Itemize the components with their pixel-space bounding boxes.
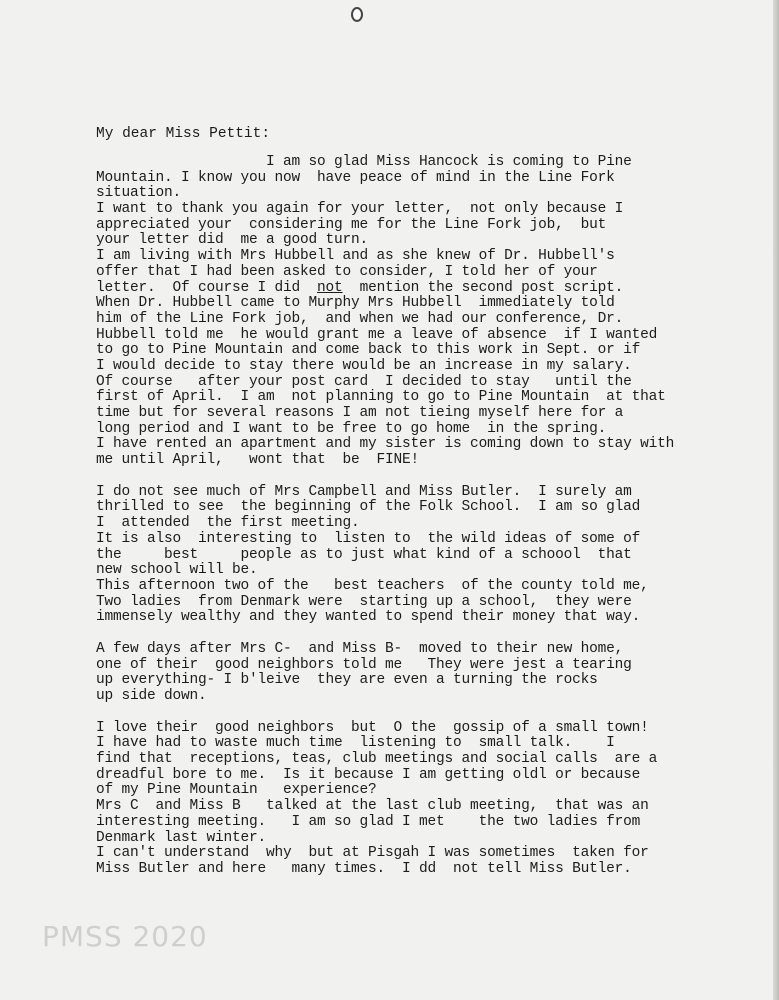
letter-line: your letter did me a good turn. (96, 232, 369, 249)
letter-line: appreciated your considering me for the Line Fork job, but (96, 216, 607, 233)
letter-line: I want to thank you again for your letter, not only because I (96, 201, 624, 218)
letter-line: Mrs C and Miss B talked at the last club meeting, that was an (96, 798, 649, 815)
letter-line: A few days after Mrs C- and Miss B- moved to their new home, (96, 640, 624, 657)
letter-line: dreadful bore to me. Is it because I am getting oldl or because (96, 766, 641, 783)
letter-line: I have rented an apartment and my sister is coming down to stay with (96, 436, 675, 453)
letter-line: up everything- I b'leive they are even a turning the rocks (96, 672, 598, 689)
watermark: PMSS 2020 (42, 920, 208, 953)
letter-line: time but for several reasons I am not tieing myself here for a (96, 405, 624, 421)
letter-line: I love their good neighbors but O the gossip of a small town! (96, 719, 649, 736)
letter-line: This afternoon two of the best teachers of the county told me, (96, 577, 649, 594)
letter-line: Of course after your post card I decided to stay until the (96, 373, 632, 390)
letter-line: I attended the first meeting. (96, 515, 360, 532)
salutation: My dear Miss Pettit: (96, 126, 271, 142)
letter-line: I have had to waste much time listening to small talk. I (96, 735, 615, 752)
blank-line (96, 469, 674, 485)
letter-line: to go to Pine Mountain and come back to this work in Sept. or if (96, 342, 641, 359)
underlined-word: not (317, 279, 343, 296)
letter-line: Two ladies from Denmark were starting up a school, they were (96, 593, 632, 610)
letter-line: Mountain. I know you now have peace of mind in the Line Fork (96, 169, 615, 186)
letter-line: Denmark last winter. (96, 829, 267, 846)
letter-line: letter. Of course I did not mention the second post script. (96, 279, 624, 296)
letter-line: Hubbell told me he would grant me a leave of absence if I wanted (96, 326, 658, 343)
letter-line: him of the Line Fork job, and when we had our conference, Dr. (96, 310, 624, 327)
letter-line: I am living with Mrs Hubbell and as she knew of Dr. Hubbell's (96, 248, 615, 265)
blank-line (96, 705, 674, 721)
letter-line: I do not see much of Mrs Campbell and Miss Butler. I surely am (96, 483, 632, 500)
letter-line: one of their good neighbors told me They were jest a tearing (96, 656, 632, 673)
letter-line: long period and I want to be free to go home in the spring. (96, 420, 607, 437)
letter-line: I am so glad Miss Hancock is coming to Pine (96, 154, 632, 170)
letter-line: immensely wealthy and they wanted to spend their money that way. (96, 609, 641, 626)
page-edge (773, 0, 779, 1000)
letter-line: interesting meeting. I am so glad I met the two ladies from (96, 813, 641, 830)
letter-line: me until April, wont that be FINE! (96, 452, 420, 469)
letter-line: up side down. (96, 688, 207, 704)
letter-line: find that receptions, teas, club meetings and social calls are a (96, 751, 658, 768)
letter-line: thrilled to see the beginning of the Folk School. I am so glad (96, 499, 641, 516)
letter-line: first of April. I am not planning to go to Pine Mountain at that (96, 389, 666, 406)
letter-line: new school will be. (96, 562, 258, 579)
letter-line: When Dr. Hubbell came to Murphy Mrs Hubbell immediately told (96, 295, 615, 312)
letter-body (96, 155, 674, 878)
letter-line: of my Pine Mountain experience? (96, 782, 377, 799)
letter-line: It is also interesting to listen to the wild ideas of some of (96, 530, 641, 547)
punch-hole (351, 7, 363, 22)
letter-line: situation. (96, 185, 182, 202)
blank-line (96, 626, 674, 642)
letter-line: I can't understand why but at Pisgah I was sometimes taken for (96, 845, 649, 862)
letter-line: I would decide to stay there would be an increase in my salary. (96, 357, 632, 374)
letter-line: Miss Butler and here many times. I dd not tell Miss Butler. (96, 860, 632, 877)
letter-line: the best people as to just what kind of a schoool that (96, 546, 632, 563)
letter-line: offer that I had been asked to consider, I told her of your (96, 263, 598, 280)
